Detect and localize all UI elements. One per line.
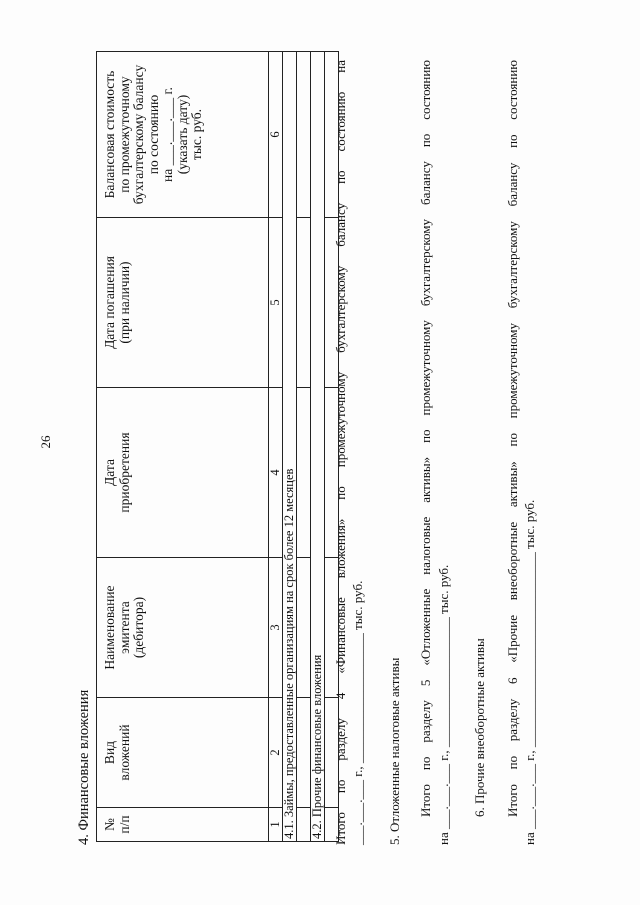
section-4-title: 4. Финансовые вложения — [76, 689, 92, 845]
row-group-label: 4.1. Займы, предоставленные организациям на срок более 12 месяцев — [283, 52, 297, 842]
table-cell — [297, 52, 311, 218]
section-6-total-line-1: Итого по разделу 6 «Прочие внеоборотные активы» по промежуточному бухгалтерскому балансу по состоянию — [505, 60, 520, 817]
header-line: эмитента — [116, 601, 132, 654]
header-line: Дата погашения — [102, 256, 117, 349]
header-line: тыс. руб. — [189, 108, 205, 161]
table-cell — [297, 388, 311, 558]
section-6-title: 6. Прочие внеоборотные активы — [472, 638, 487, 817]
header-line: Вид — [102, 740, 117, 765]
column-header-maturity-date — [97, 218, 269, 388]
column-number: 2 — [269, 698, 283, 808]
table-row-group-4-1 — [283, 52, 297, 842]
section-5-total-line-2: на ___.___.___ г., ____________________ тыс. руб. — [436, 564, 451, 845]
financial-investments-table — [96, 51, 339, 842]
table-cell — [297, 558, 311, 698]
header-line: (при наличии) — [116, 261, 132, 344]
header-line: вложений — [116, 724, 132, 781]
section-5-total-line-1: Итого по разделу 5 «Отложенные налоговые активы» по промежуточному бухгалтерскому балансу по состоянию — [418, 60, 433, 817]
section-4-total-line-1: Итого по разделу 4 «Финансовые вложения» по промежуточному бухгалтерскому балансу по состоянию на — [333, 60, 348, 845]
column-number: 3 — [269, 558, 283, 698]
page-number: 26 — [38, 435, 53, 449]
header-line: бухгалтерскому балансу — [131, 64, 147, 205]
column-header-investment-type — [97, 698, 269, 808]
column-header-book-value — [97, 52, 269, 218]
table-cell — [297, 218, 311, 388]
header-line: (указать дату) — [174, 94, 190, 175]
column-number: 6 — [269, 52, 283, 218]
table-row-empty — [297, 52, 311, 842]
header-line: п/п — [116, 815, 132, 834]
column-header-number — [97, 808, 269, 842]
header-line: № — [102, 818, 117, 831]
column-number: 4 — [269, 388, 283, 558]
table-cell — [297, 808, 311, 842]
section-4-total-line-2: ___.___.___ г., ____________________ тыс. руб. — [350, 580, 365, 845]
header-line: приобретения — [116, 432, 132, 513]
header-line: Балансовая стоимость — [102, 70, 117, 199]
row-group-label: 4.2. Прочие финансовые вложения — [311, 52, 325, 842]
header-line: на ___.___.___ г. — [160, 87, 176, 182]
column-number: 5 — [269, 218, 283, 388]
header-line: (дебитора) — [131, 596, 147, 659]
column-number: 1 — [269, 808, 283, 842]
column-number-row — [269, 52, 283, 842]
header-line: по промежуточному — [116, 76, 132, 193]
column-header-issuer-name — [97, 558, 269, 698]
header-line: Наименование — [102, 585, 117, 670]
table-header-row — [97, 52, 269, 842]
section-6-total-line-2: на ___.___.___ г., ______________________________ тыс. руб. — [522, 499, 537, 845]
header-line: Дата — [102, 459, 117, 486]
header-line: по состоянию — [145, 94, 161, 175]
section-5-title: 5. Отложенные налоговые активы — [387, 657, 402, 845]
table-row-group-4-2 — [311, 52, 325, 842]
table-cell — [297, 698, 311, 808]
column-header-acquisition-date — [97, 388, 269, 558]
